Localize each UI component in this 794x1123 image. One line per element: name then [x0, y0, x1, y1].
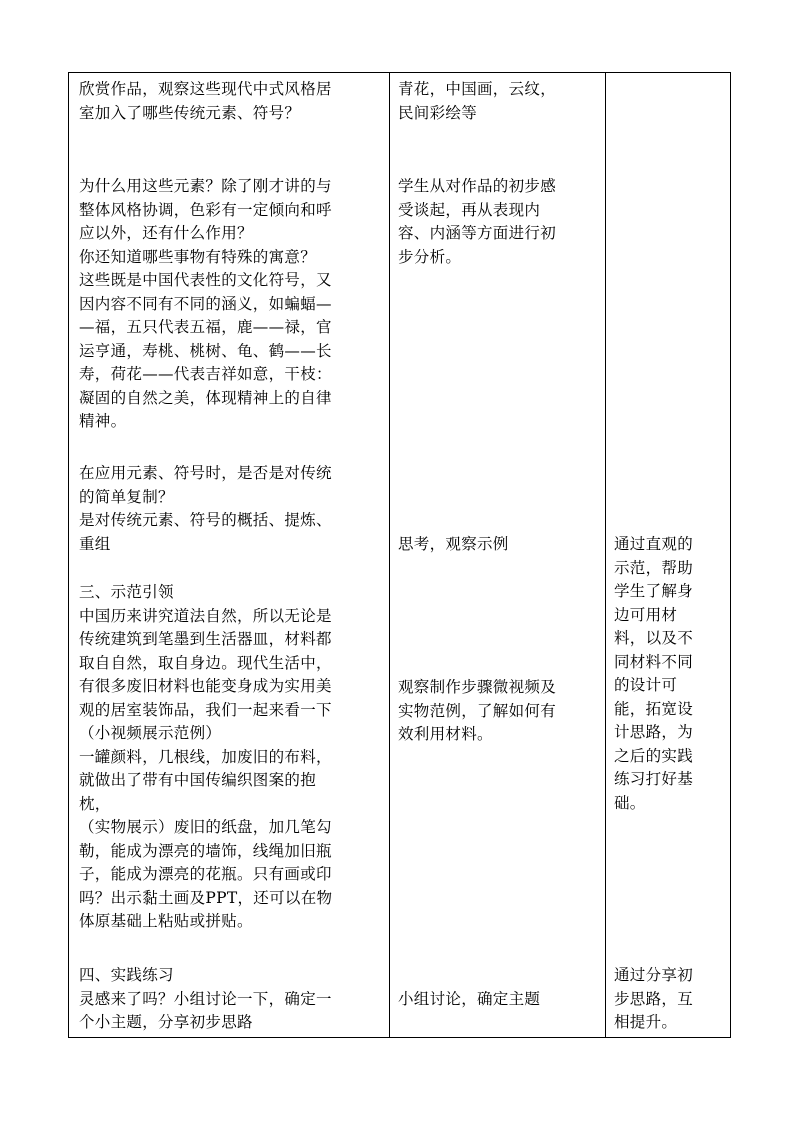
text-line: 为什么用这些元素？除了刚才讲的与	[79, 177, 332, 195]
text-line: 中国历来讲究道法自然，所以无论是	[79, 606, 332, 625]
text-line: 相提升。	[614, 1013, 678, 1031]
lesson-plan-table	[68, 72, 731, 1038]
text-line: 之后的实践	[614, 746, 694, 765]
text-line: 传统建筑到笔墨到生活器皿，材料都	[79, 630, 332, 648]
text-line: 运亨通，寿桃、桃树、龟、鹤——长	[79, 341, 332, 360]
text-line: 学生从对作品的初步感	[398, 177, 557, 195]
text-line: 练习打好基	[614, 770, 694, 788]
text-line: 枕，	[79, 794, 111, 813]
text-line: 实物范例，了解如何有	[398, 701, 557, 720]
text-line: 因内容不同有不同的涵义，如蝙蝠—	[79, 294, 332, 313]
text-line: 示范，帮助	[614, 558, 694, 577]
section-heading: 三、示范引领	[79, 583, 174, 601]
text-line: 你还知道哪些事物有特殊的寓意？	[79, 247, 317, 266]
text-line: 边可用材	[614, 605, 678, 624]
text-line: 青花，中国画，云纹，	[398, 80, 557, 98]
text-line: 欣赏作品，观察这些现代中式风格居	[79, 80, 332, 98]
text-line: 寿，荷花——代表吉祥如意，干枝：	[79, 365, 332, 383]
text-line: 室加入了哪些传统元素、符号？	[79, 103, 301, 122]
c1-block2	[79, 175, 381, 434]
text-line: 吗？出示黏土画及PPT，还可以在物	[79, 888, 333, 907]
text-line: （实物展示）废旧的纸盘，加几笔勾	[79, 818, 332, 836]
text-line: 能，拓宽设	[614, 699, 694, 718]
text-line: 凝固的自然之美，体现精神上的自律	[79, 388, 332, 407]
text-line: 的设计可	[614, 676, 678, 694]
c1-block5	[79, 964, 381, 1035]
text-line: 就做出了带有中国传编织图案的抱	[79, 771, 317, 789]
c3-block1	[614, 533, 720, 815]
teacher-activity-cell	[69, 73, 390, 1038]
text-line: 一罐颜料，几根线，加废旧的布料，	[79, 747, 332, 766]
text-line: 思考，观察示例	[398, 535, 509, 553]
design-intent-cell	[606, 73, 731, 1038]
text-line: 学生了解身	[614, 582, 694, 600]
c2-block5	[398, 988, 594, 1012]
text-line: 灵感来了吗？小组讨论一下，确定一	[79, 989, 332, 1008]
student-activity-cell	[390, 73, 606, 1038]
text-line: 民间彩绘等	[398, 103, 478, 122]
text-line: 效利用材料。	[398, 725, 493, 743]
text-line: （小视频展示范例）	[79, 724, 222, 742]
text-line: 是对传统元素、符号的概括、提炼、	[79, 511, 332, 529]
text-line: 小组讨论，确定主题	[398, 990, 541, 1008]
text-line: 料，以及不	[614, 629, 694, 647]
c1-block3	[79, 462, 381, 556]
c1-block4	[79, 581, 381, 934]
text-line: 受谈起，再从表现内	[398, 200, 541, 219]
text-line: 取自自然，取自身边。现代生活中，	[79, 653, 332, 672]
text-line: 步思路，互	[614, 989, 694, 1008]
c1-block1	[79, 78, 381, 125]
text-line: 的简单复制？	[79, 487, 174, 506]
c2-block4	[398, 676, 594, 747]
text-line: 精神。	[79, 412, 127, 430]
text-line: 个小主题，分享初步思路	[79, 1013, 253, 1031]
text-line: 这些既是中国代表性的文化符号，又	[79, 271, 332, 289]
text-line: 同材料不同	[614, 652, 694, 671]
text-line: 观的居室装饰品，我们一起来看一下	[79, 700, 332, 719]
text-line: 础。	[614, 793, 646, 812]
text-line: 重组	[79, 534, 111, 553]
text-line: 通过分享初	[614, 966, 694, 984]
text-line: 整体风格协调，色彩有一定倾向和呼	[79, 200, 332, 219]
text-line: 在应用元素、符号时，是否是对传统	[79, 464, 332, 482]
text-line: 容、内涵等方面进行初	[398, 224, 557, 242]
c2-block1	[398, 78, 594, 125]
text-line: 体原基础上粘贴或拼贴。	[79, 912, 253, 930]
c3-block2	[614, 964, 720, 1035]
section-heading: 四、实践练习	[79, 966, 174, 984]
text-line: 应以外，还有什么作用？	[79, 224, 253, 242]
text-line: 观察制作步骤微视频及	[398, 678, 557, 696]
text-line: 计思路，为	[614, 723, 694, 741]
table-row	[69, 73, 731, 1038]
text-line: —福，五只代表五福，鹿——禄，官	[79, 318, 332, 336]
text-line: 勒，能成为漂亮的墙饰，线绳加旧瓶	[79, 841, 332, 860]
c2-block2	[398, 175, 594, 269]
text-line: 有很多废旧材料也能变身成为实用美	[79, 677, 332, 695]
text-line: 步分析。	[398, 247, 462, 266]
c2-block3	[398, 533, 594, 557]
text-line: 通过直观的	[614, 535, 694, 553]
text-line: 子，能成为漂亮的花瓶。只有画或印	[79, 865, 332, 883]
